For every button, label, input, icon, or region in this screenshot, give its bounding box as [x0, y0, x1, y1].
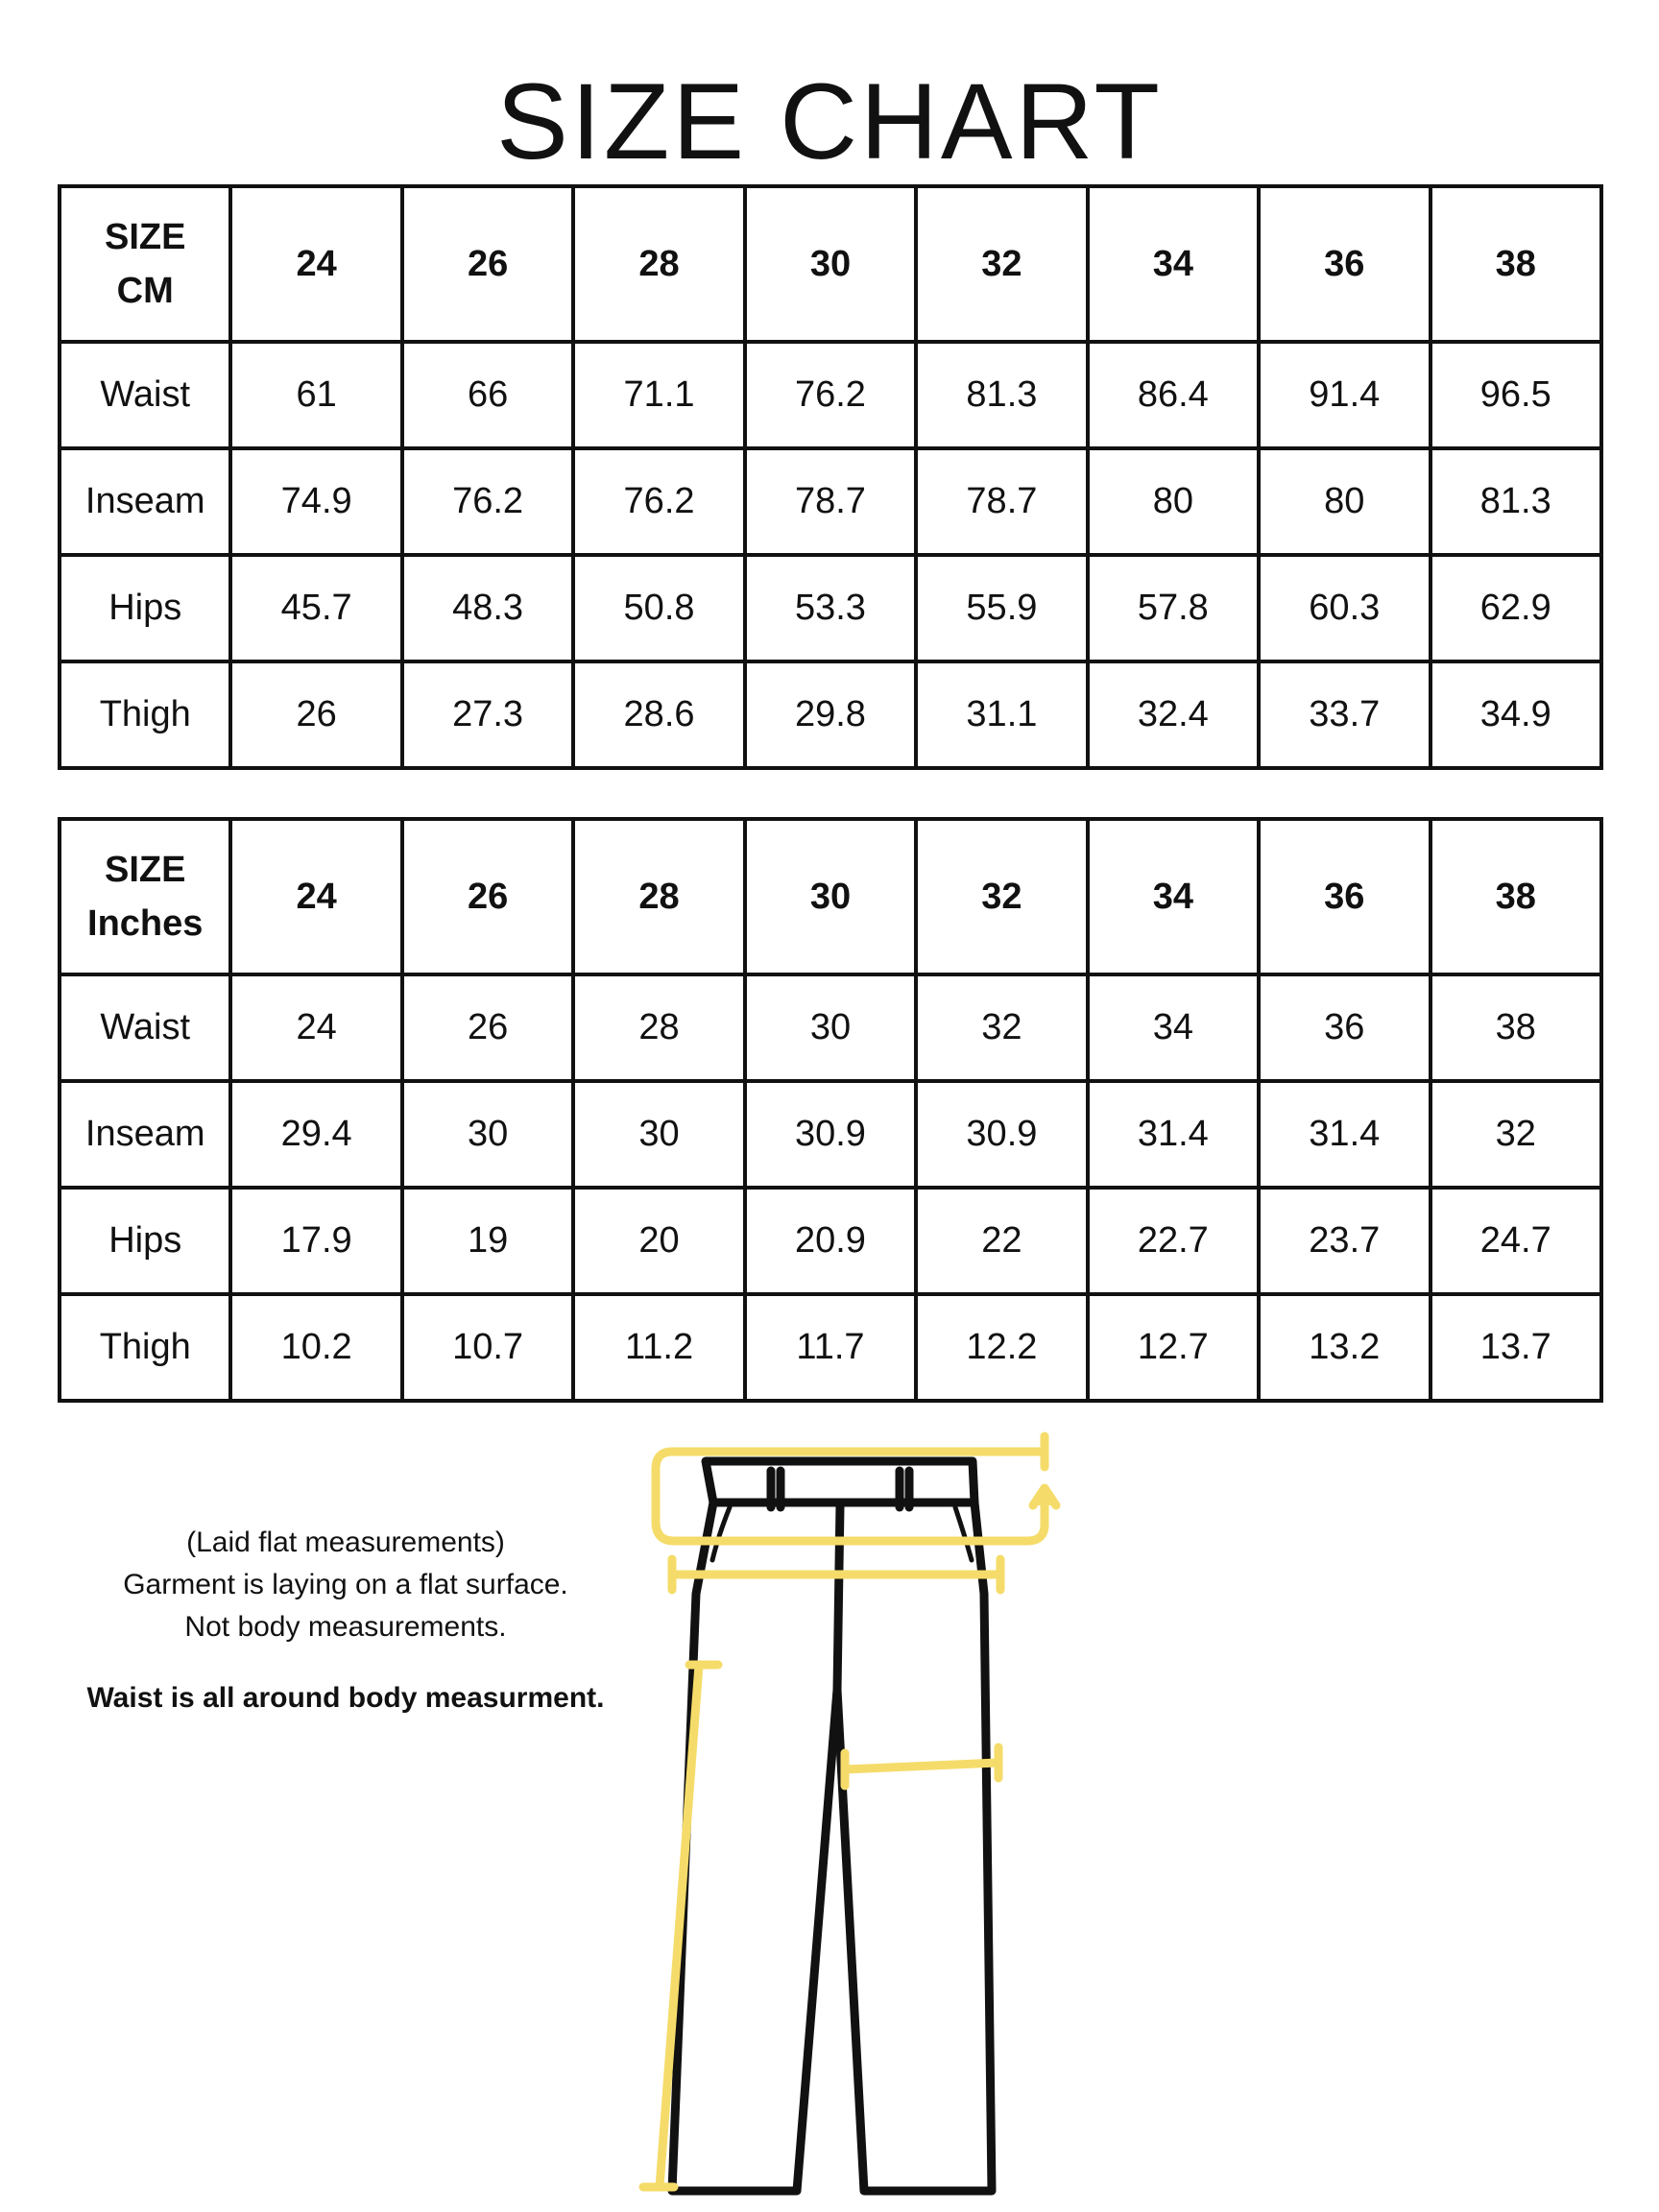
measurement-value: 28.6: [573, 661, 744, 768]
measurement-label: Thigh: [60, 661, 230, 768]
measurement-value: 74.9: [230, 448, 401, 555]
size-header-cell: 24: [230, 819, 401, 974]
measurement-value: 23.7: [1259, 1188, 1430, 1294]
size-header-cell: 26: [402, 186, 573, 342]
measurement-value: 31.4: [1088, 1081, 1259, 1188]
measurement-value: 29.4: [230, 1081, 401, 1188]
measurement-label: Waist: [60, 342, 230, 448]
size-header-cell: 34: [1088, 819, 1259, 974]
size-header-cell: 26: [402, 819, 573, 974]
measurement-value: 50.8: [573, 555, 744, 661]
measurement-value: 61: [230, 342, 401, 448]
measurement-value: 20.9: [745, 1188, 916, 1294]
measurement-value: 13.7: [1431, 1294, 1602, 1401]
note-flat-surface: Garment is laying on a flat surface.: [123, 1569, 568, 1600]
size-header-cell: 38: [1431, 819, 1602, 974]
measurement-value: 80: [1088, 448, 1259, 555]
size-header-cell: 30: [745, 819, 916, 974]
measurement-value: 32: [1431, 1081, 1602, 1188]
measurement-value: 27.3: [402, 661, 573, 768]
measurement-value: 91.4: [1259, 342, 1430, 448]
measurement-value: 60.3: [1259, 555, 1430, 661]
size-header-cell: 28: [573, 186, 744, 342]
measurement-value: 10.2: [230, 1294, 401, 1401]
measurement-value: 32.4: [1088, 661, 1259, 768]
measurement-value: 30: [573, 1081, 744, 1188]
measurement-value: 26: [402, 974, 573, 1081]
measurement-value: 34: [1088, 974, 1259, 1081]
measurement-value: 45.7: [230, 555, 401, 661]
measurement-value: 96.5: [1431, 342, 1602, 448]
measurement-value: 86.4: [1088, 342, 1259, 448]
size-header-cell: 36: [1259, 186, 1430, 342]
unit-label: Inches: [87, 903, 204, 944]
measurement-value: 38: [1431, 974, 1602, 1081]
measurement-value: 30.9: [916, 1081, 1087, 1188]
measurement-value: 22.7: [1088, 1188, 1259, 1294]
note-not-body: Not body measurements.: [184, 1611, 507, 1643]
size-header-cell: 28: [573, 819, 744, 974]
size-header-cell: 32: [916, 186, 1087, 342]
size-header-cell: 38: [1431, 186, 1602, 342]
size-header-cell: 30: [745, 186, 916, 342]
measurement-value: 76.2: [573, 448, 744, 555]
measurement-value: 55.9: [916, 555, 1087, 661]
measurement-value: 78.7: [916, 448, 1087, 555]
measurement-value: 81.3: [916, 342, 1087, 448]
measurement-value: 22: [916, 1188, 1087, 1294]
measurement-value: 80: [1259, 448, 1430, 555]
measurement-value: 81.3: [1431, 448, 1602, 555]
measurement-value: 11.7: [745, 1294, 916, 1401]
measurement-value: 28: [573, 974, 744, 1081]
measurement-value: 76.2: [402, 448, 573, 555]
measurement-value: 24.7: [1431, 1188, 1602, 1294]
measurement-value: 57.8: [1088, 555, 1259, 661]
size-label: SIZE: [104, 217, 186, 257]
measurement-value: 30: [402, 1081, 573, 1188]
measurement-label: Thigh: [60, 1294, 230, 1401]
measurement-value: 36: [1259, 974, 1430, 1081]
measurement-value: 24: [230, 974, 401, 1081]
measurement-label: Hips: [60, 1188, 230, 1294]
measurement-value: 71.1: [573, 342, 744, 448]
size-label: SIZE: [104, 850, 186, 890]
measurement-value: 26: [230, 661, 401, 768]
page-title: SIZE CHART: [496, 61, 1163, 181]
measurement-value: 12.7: [1088, 1294, 1259, 1401]
measurement-value: 78.7: [745, 448, 916, 555]
measurement-value: 19: [402, 1188, 573, 1294]
measurement-value: 29.8: [745, 661, 916, 768]
note-waist: Waist is all around body measurment.: [86, 1682, 605, 1714]
size-header-cell: 32: [916, 819, 1087, 974]
waist-arrow-icon: [1033, 1488, 1056, 1505]
measurement-value: 17.9: [230, 1188, 401, 1294]
measurement-label: Inseam: [60, 1081, 230, 1188]
measurement-value: 30.9: [745, 1081, 916, 1188]
measurement-value: 10.7: [402, 1294, 573, 1401]
measurement-value: 48.3: [402, 555, 573, 661]
measurement-value: 11.2: [573, 1294, 744, 1401]
measurement-value: 62.9: [1431, 555, 1602, 661]
measurement-value: 34.9: [1431, 661, 1602, 768]
size-header-cell: 24: [230, 186, 401, 342]
measurement-value: 30: [745, 974, 916, 1081]
size-header-cell: 36: [1259, 819, 1430, 974]
unit-label: CM: [116, 271, 174, 311]
size-header-cell: 34: [1088, 186, 1259, 342]
measurement-value: 32: [916, 974, 1087, 1081]
measurement-value: 31.4: [1259, 1081, 1430, 1188]
measurement-value: 13.2: [1259, 1294, 1430, 1401]
measurement-value: 12.2: [916, 1294, 1087, 1401]
measurement-value: 53.3: [745, 555, 916, 661]
measurement-label: Waist: [60, 974, 230, 1081]
measurement-value: 66: [402, 342, 573, 448]
note-laid-flat: (Laid flat measurements): [186, 1527, 505, 1558]
measurement-value: 20: [573, 1188, 744, 1294]
measurement-value: 33.7: [1259, 661, 1430, 768]
measurement-value: 76.2: [745, 342, 916, 448]
measurement-value: 31.1: [916, 661, 1087, 768]
thigh-guide: [845, 1763, 998, 1769]
measurement-label: Inseam: [60, 448, 230, 555]
measurement-label: Hips: [60, 555, 230, 661]
